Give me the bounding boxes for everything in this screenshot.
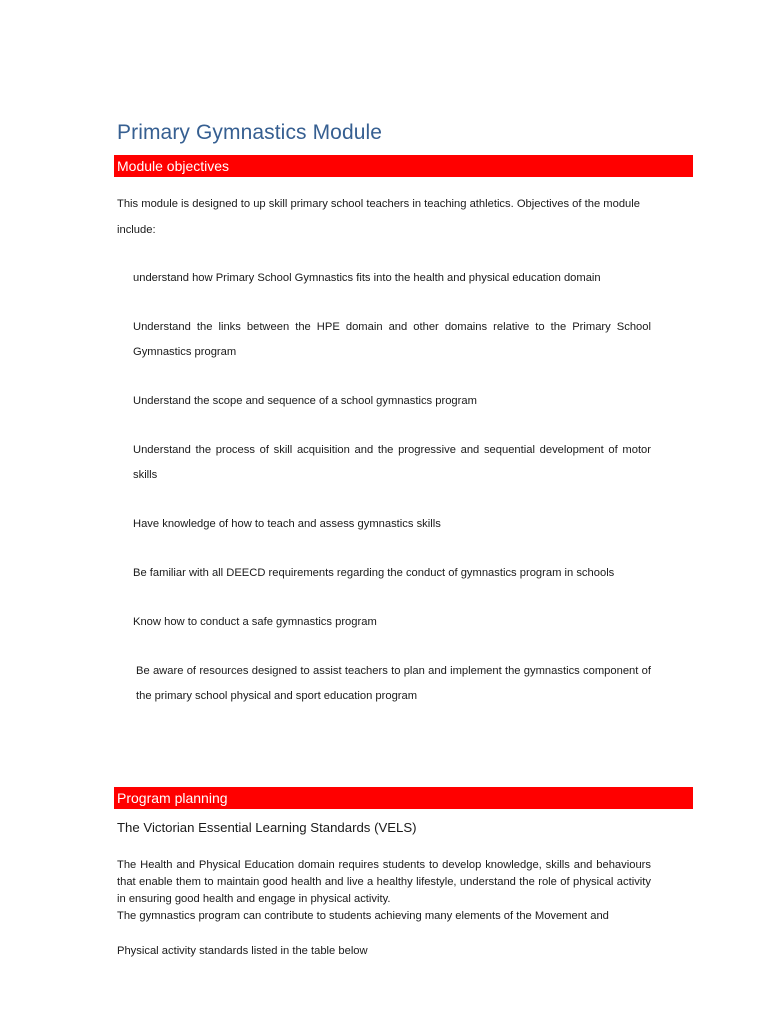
objective-item: Understand the process of skill acquisition and the progressive and sequential development of motor skills [133,444,651,481]
objective-item: Understand the scope and sequence of a school gymnastics program [133,395,477,407]
objective-item: understand how Primary School Gymnastics fits into the health and physical education domain [133,272,601,284]
section-heading-module-objectives: Module objectives [114,155,693,177]
gymnastics-paragraph-line2: Physical activity standards listed in the table below [117,945,368,957]
page-title: Primary Gymnastics Module [117,121,383,144]
section-heading-program-planning: Program planning [114,787,693,809]
objective-item: Have knowledge of how to teach and assess gymnastics skills [133,518,441,530]
vels-subheading: The Victorian Essential Learning Standards (VELS) [117,820,417,835]
objective-item: Know how to conduct a safe gymnastics program [133,616,377,628]
intro-paragraph: This module is designed to up skill primary school teachers in teaching athletics. Objectives of the module include: [117,198,640,236]
gymnastics-paragraph-line1: The gymnastics program can contribute to students achieving many elements of the Movement and [117,910,609,922]
vels-paragraph: The Health and Physical Education domain requires students to develop knowledge, skills and behaviours that enable them to maintain good health and live a healthy lifestyle, understand the role of physical activity in ensuring good health and engage in physical activity. [117,859,651,905]
objective-item: Be familiar with all DEECD requirements regarding the conduct of gymnastics program in schools [133,567,615,579]
objective-item: Be aware of resources designed to assist teachers to plan and implement the gymnastics component of the primary school physical and sport education program [136,665,651,702]
objective-item: Understand the links between the HPE domain and other domains relative to the Primary School Gymnastics program [133,321,651,358]
